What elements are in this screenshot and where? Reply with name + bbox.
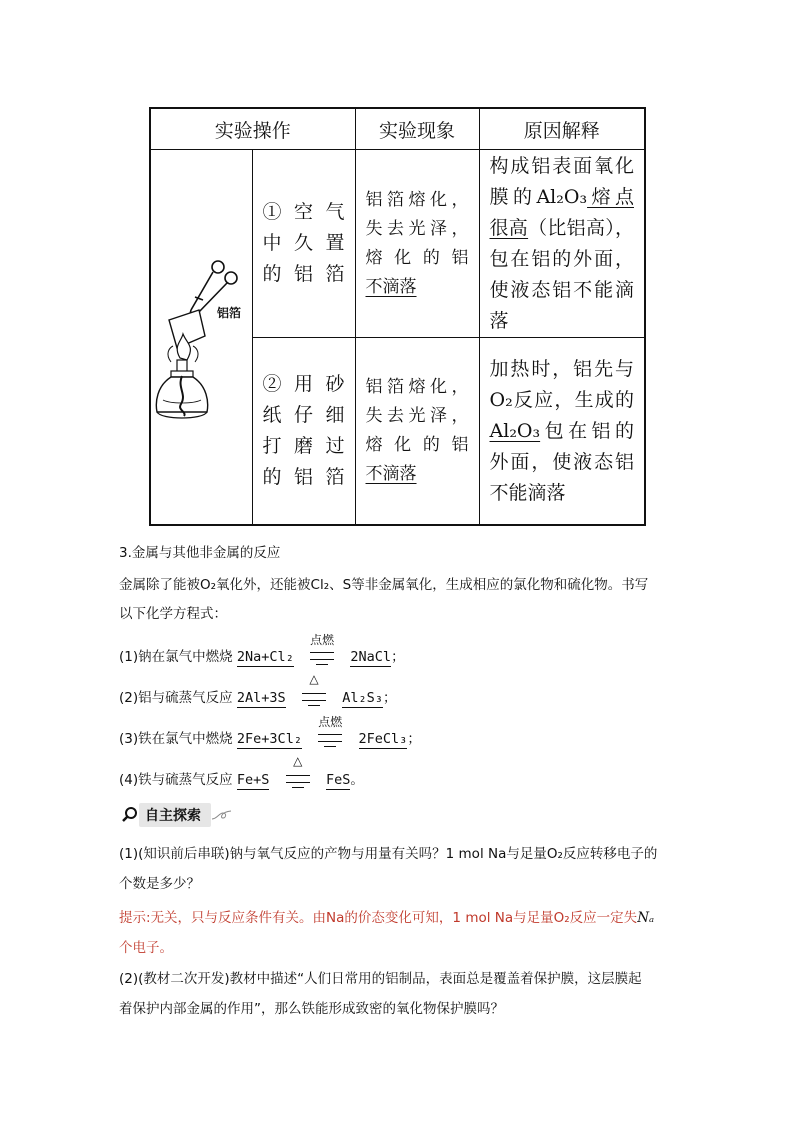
header-phenomenon: 实验现象: [355, 108, 479, 150]
reason-1-part1: 构成铝表面氧化膜的: [489, 154, 635, 208]
magnifier-icon: [121, 806, 139, 824]
hint-label: 提示:: [119, 910, 151, 926]
equation-4-lhs: Fe+S: [236, 772, 270, 788]
hint-line-1: [119, 906, 654, 926]
phenomenon-1-a: 铝箔熔化，: [365, 189, 469, 210]
equation-3-cond: 点燃: [318, 715, 343, 729]
equation-4-label: (4)铁与硫蒸气反应: [119, 772, 233, 788]
experiment-table: [149, 107, 646, 526]
equation-2-end: ；: [382, 690, 397, 706]
question-1-line-1: (1)(知识前后串联)钠与氧气反应的产物与用量有关吗？1 mol Na与足量O₂反应转移电子的: [119, 846, 658, 862]
equation-4: [119, 754, 364, 790]
section3-intro-1: 金属除了能被O₂氧化外，还能被Cl₂、S等非金属氧化，生成相应的氯化物和硫化物。书写: [119, 577, 649, 593]
question-2-line-1: (2)(教材二次开发)教材中描述“人们日常用的铝制品，表面总是覆盖着保护膜，这层膜起: [119, 971, 642, 987]
equation-3: [119, 715, 421, 749]
equation-2: [119, 672, 397, 708]
phenomenon-2-a: 铝箔熔化，: [365, 377, 469, 398]
reason-1-formula: Al₂O₃: [536, 185, 588, 208]
equation-2-lhs: 2Al+3S: [236, 690, 286, 706]
equation-2-sign: [294, 672, 334, 708]
equation-4-rhs: FeS: [326, 772, 351, 788]
reason-2: [479, 338, 645, 525]
apparatus-illustration: [150, 150, 252, 526]
equation-3-end: ；: [407, 731, 421, 747]
reason-2-part3: 包在铝的外面，使液态铝不能滴落: [489, 419, 635, 504]
hint-avogadro: Nₐ: [637, 910, 655, 926]
equation-4-end: 。: [350, 772, 364, 788]
equation-2-cond: △: [309, 672, 319, 686]
equation-3-label: (3)铁在氯气中燃烧: [119, 731, 233, 747]
phenomenon-2-b: 失去光泽，: [365, 406, 469, 427]
phenomenon-1-c: 熔化的铝: [365, 247, 469, 268]
phenomenon-1-d: 不滴落: [365, 276, 417, 297]
phenomenon-1-b: 失去光泽，: [365, 218, 469, 239]
phenomenon-2-c: 熔化的铝: [365, 435, 469, 456]
operation-2: ② 用 砂 纸 仔 细 打 磨 过 的铝箔: [252, 338, 355, 525]
reason-2-formula: Al₂O₃: [489, 419, 541, 442]
hint-text-1: 无关，只与反应条件有关。由Na的价态变化可知，1 mol Na与足量O₂反应一定失: [150, 910, 638, 926]
equation-4-cond: △: [293, 754, 303, 768]
operation-1: ① 空 气 中 久 置 的铝箔: [252, 150, 355, 338]
equation-1-lhs: 2Na+Cl₂: [236, 649, 294, 665]
equation-2-rhs: Al₂S₃: [342, 690, 383, 706]
equation-3-sign: [310, 715, 350, 749]
reason-1: [479, 150, 645, 338]
equation-2-label: (2)铝与硫蒸气反应: [119, 690, 233, 706]
reason-2-part1: 加热时，铝先与O₂反应，生成的: [489, 357, 635, 411]
question-1-line-2: 个数是多少？: [119, 876, 200, 892]
reason-1-part3: （比铝高），包在铝的外面，使液态铝不能滴落: [489, 216, 635, 332]
foil-label: 铝箔: [217, 306, 242, 320]
section3-intro-2: 以下化学方程式：: [119, 606, 227, 622]
equation-4-sign: [278, 754, 318, 790]
equation-1-end: ；: [391, 649, 405, 665]
equation-1-label: (1)钠在氯气中燃烧: [119, 649, 233, 665]
equation-1-cond: 点燃: [310, 633, 335, 647]
section3-title: 3.金属与其他非金属的反应: [119, 545, 281, 561]
hint-line-2: 个电子。: [119, 940, 173, 956]
reason-1-melting: 熔点很高: [489, 185, 634, 239]
phenomenon-2: [355, 338, 479, 525]
explore-heading: [121, 803, 233, 827]
alcohol-lamp-tongs-icon: [151, 150, 253, 520]
question-2-line-2: 着保护内部金属的作用”，那么铁能形成致密的氧化物保护膜吗？: [119, 1001, 504, 1017]
equation-3-lhs: 2Fe+3Cl₂: [236, 731, 302, 747]
header-operation: 实验操作: [150, 108, 355, 150]
explore-heading-text: 自主探索: [139, 803, 211, 827]
phenomenon-1: [355, 150, 479, 338]
header-reason: 原因解释: [479, 108, 645, 150]
decorative-swirl-icon: [211, 809, 233, 821]
equation-1-sign: [302, 633, 342, 667]
equation-1: [119, 633, 405, 667]
equation-1-rhs: 2NaCl: [350, 649, 392, 665]
phenomenon-2-d: 不滴落: [365, 464, 417, 485]
equation-3-rhs: 2FeCl₃: [358, 731, 408, 747]
